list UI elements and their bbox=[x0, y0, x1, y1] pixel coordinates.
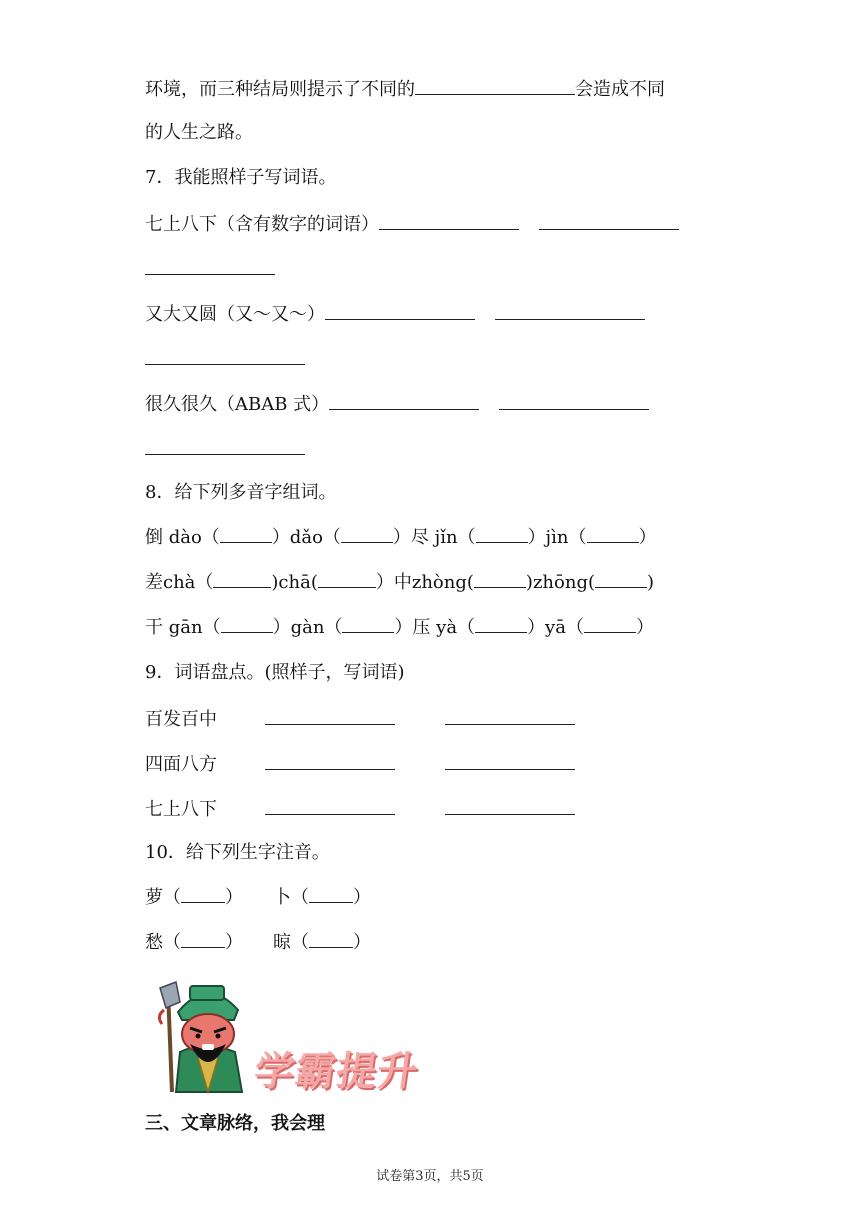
answer-blank[interactable] bbox=[145, 436, 305, 455]
q9-example: 四面八方 bbox=[145, 754, 217, 775]
answer-blank[interactable] bbox=[309, 931, 353, 948]
answer-blank[interactable] bbox=[495, 301, 645, 320]
answer-blank[interactable] bbox=[474, 571, 526, 588]
answer-blank[interactable] bbox=[445, 796, 575, 815]
answer-blank[interactable] bbox=[499, 391, 649, 410]
q8-title: 8．给下列多音字组词。 bbox=[145, 482, 337, 503]
q8-text: 差chà（ bbox=[145, 572, 214, 593]
q8-text: ）尽 jǐn（ bbox=[392, 527, 476, 548]
q9-row-2 bbox=[145, 751, 575, 777]
answer-blank[interactable] bbox=[181, 886, 225, 903]
answer-blank[interactable] bbox=[342, 616, 394, 633]
q7-row-3-cont bbox=[145, 436, 305, 462]
q10-text: 卜（ bbox=[273, 887, 309, 908]
q10-text: ） bbox=[225, 932, 243, 953]
q10-row-1 bbox=[145, 886, 371, 910]
q10-text: 晾（ bbox=[273, 932, 309, 953]
intro-line-2: 的人生之路。 bbox=[145, 122, 253, 143]
q8-text: ）gàn（ bbox=[272, 617, 343, 638]
q10-text: 愁（ bbox=[145, 932, 181, 953]
q8-text: ）jìn（ bbox=[527, 527, 587, 548]
answer-blank[interactable] bbox=[265, 751, 395, 770]
answer-blank[interactable] bbox=[595, 571, 647, 588]
answer-blank[interactable] bbox=[415, 76, 575, 95]
q7-title: 7．我能照样子写词语。 bbox=[145, 167, 337, 188]
answer-blank[interactable] bbox=[445, 751, 575, 770]
q9-example: 百发百中 bbox=[145, 709, 217, 730]
q10-text: 萝（ bbox=[145, 887, 181, 908]
q9-title: 9．词语盘点。(照样子，写词语) bbox=[145, 662, 405, 683]
q8-text: 倒 dào（ bbox=[145, 527, 220, 548]
q9-row-3 bbox=[145, 796, 575, 822]
q9-row-1 bbox=[145, 706, 575, 732]
answer-blank[interactable] bbox=[476, 526, 528, 543]
q7-row-2 bbox=[145, 301, 645, 327]
q7-row-label: 七上八下（含有数字的词语） bbox=[145, 214, 379, 235]
q7-row-1-cont bbox=[145, 256, 275, 282]
q7-row-3 bbox=[145, 391, 649, 417]
section-3-heading: 三、文章脉络，我会理 bbox=[145, 1113, 325, 1134]
answer-blank[interactable] bbox=[584, 616, 636, 633]
answer-blank[interactable] bbox=[475, 616, 527, 633]
q8-row-3 bbox=[145, 616, 654, 640]
q8-row-2 bbox=[145, 571, 654, 595]
q8-text: )zhōng( bbox=[525, 572, 595, 593]
answer-blank[interactable] bbox=[379, 211, 519, 230]
answer-blank[interactable] bbox=[329, 391, 479, 410]
q7-row-1 bbox=[145, 211, 679, 237]
answer-blank[interactable] bbox=[318, 571, 376, 588]
answer-blank[interactable] bbox=[445, 706, 575, 725]
intro-text-a: 环境，而三种结局则提示了不同的 bbox=[145, 79, 415, 100]
answer-blank[interactable] bbox=[213, 571, 271, 588]
answer-blank[interactable] bbox=[309, 886, 353, 903]
answer-blank[interactable] bbox=[145, 256, 275, 275]
answer-blank[interactable] bbox=[539, 211, 679, 230]
answer-blank[interactable] bbox=[341, 526, 393, 543]
q9-example: 七上八下 bbox=[145, 799, 217, 820]
answer-blank[interactable] bbox=[587, 526, 639, 543]
answer-blank[interactable] bbox=[181, 931, 225, 948]
q8-text: ）压 yà（ bbox=[394, 617, 476, 638]
q8-text: ） bbox=[635, 617, 654, 638]
q8-text: ）yā（ bbox=[527, 617, 584, 638]
answer-blank[interactable] bbox=[265, 796, 395, 815]
page-footer: 试卷第3页，共5页 bbox=[376, 1169, 484, 1184]
q8-text: ) bbox=[647, 572, 655, 593]
q10-text: ） bbox=[225, 887, 243, 908]
intro-text-b: 会造成不同 bbox=[575, 79, 665, 100]
answer-blank[interactable] bbox=[221, 616, 273, 633]
q8-text: )chā( bbox=[271, 572, 318, 593]
q10-text: ） bbox=[353, 932, 371, 953]
answer-blank[interactable] bbox=[145, 346, 305, 365]
q10-title: 10．给下列生字注音。 bbox=[145, 842, 330, 863]
answer-blank[interactable] bbox=[220, 526, 272, 543]
mascot-illustration bbox=[150, 980, 260, 1095]
q8-text: ）中zhòng( bbox=[375, 572, 474, 593]
q7-row-2-cont bbox=[145, 346, 305, 372]
q7-row-label: 很久很久（ABAB 式） bbox=[145, 394, 330, 415]
answer-blank[interactable] bbox=[325, 301, 475, 320]
q8-text: ）dǎo（ bbox=[271, 527, 341, 548]
q8-text: 干 gān（ bbox=[145, 617, 221, 638]
q8-row-1 bbox=[145, 526, 657, 550]
answer-blank[interactable] bbox=[265, 706, 395, 725]
q7-row-label: 又大又圆（又～又～） bbox=[145, 304, 325, 325]
banner-title: 学霸提升 bbox=[251, 1049, 422, 1095]
intro-line-1 bbox=[145, 76, 665, 102]
q10-row-2 bbox=[145, 931, 371, 955]
q10-text: ） bbox=[353, 887, 371, 908]
q8-text: ） bbox=[638, 527, 657, 548]
